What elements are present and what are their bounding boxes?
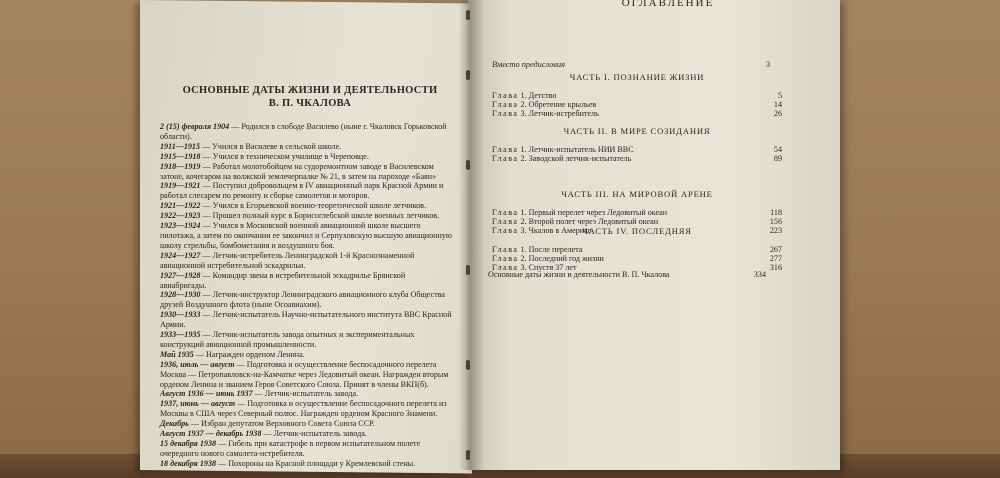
dates-title [180, 84, 440, 110]
chapter-number: 2. [520, 154, 527, 164]
chapter-name: Летчик-испытатель НИИ ВВС [528, 145, 634, 154]
date-entry-text: — Летчик-испытатель завода. [261, 429, 367, 439]
chapter-page: 14 [773, 100, 782, 110]
chapter-page: 54 [773, 145, 782, 154]
dates-title-line2: В. П. ЧКАЛОВА [268, 98, 352, 109]
date-entry-date: 1937, июнь — август [160, 399, 236, 409]
chapter-number: 3. [520, 263, 527, 273]
part-title: ЧАСТЬ III. НА МИРОВОЙ АРЕНЕ [561, 189, 713, 199]
date-entry-text: — Летчик-инструктор Ленинградского авиационного клуба Общества друзей Воздушного флота (ныне Осоавиахим). [160, 290, 445, 310]
date-entry-date: 1922—1923 [160, 211, 201, 221]
date-entry [148, 221, 453, 251]
chapter-page: 223 [769, 226, 782, 236]
chapter-number: 2. [520, 217, 527, 227]
part-title: ЧАСТЬ IV. ПОСЛЕДНЯЯ [582, 226, 692, 236]
date-entry-date: 15 декабря 1938 [160, 439, 217, 448]
date-entry-text: — Подготовка и осуществление беспосадочного перелета из Москвы в США через Северный полюс. Награжден орденом Красного Знамени. [160, 399, 447, 419]
chapter-name: Детство [528, 91, 557, 100]
chapter-row[interactable] [492, 254, 782, 263]
chapter-page: 5 [777, 91, 782, 100]
date-entry-date: 1915—1918 [160, 151, 201, 161]
chapter-page: 89 [773, 154, 782, 164]
chapter-label: Глава [492, 100, 519, 110]
date-entry [148, 162, 453, 182]
chapter-row[interactable] [492, 100, 782, 109]
date-entry [148, 330, 453, 350]
date-entry-date: Август 1937 — декабрь 1938 [160, 429, 262, 439]
date-entry [148, 201, 453, 211]
chapter-number: 2. [520, 254, 527, 264]
date-entry [148, 271, 453, 291]
date-entry-date: 1936, июль — август [160, 359, 235, 369]
appendix-page: 334 [753, 270, 766, 279]
date-entry-text: — Похороны на Красной площади у Кремлевской стены. [216, 458, 416, 468]
date-entry-text: — Летчик-испытатель завода. [252, 389, 359, 399]
chapter-page: 118 [770, 208, 782, 217]
date-entry-date: Декабрь [160, 419, 189, 429]
chapter-label: Глава [492, 208, 519, 217]
chapter-name: Заводской летчик-испытатель [528, 154, 632, 164]
chapter-row[interactable] [492, 91, 782, 100]
date-entry-text: — Награжден орденом Ленина. [193, 349, 305, 359]
date-entry [148, 181, 453, 201]
chapter-name: Второй полет через Ледовитый океан [528, 217, 659, 227]
contents-part [492, 72, 782, 119]
date-entry-text: — Учился в Московской военной авиационной школе высшего пилотажа, а затем по окончании ее закончил и Серпуховскую высшую авиационную школу стрельбы, бомбометания и воздушного боя. [160, 221, 452, 250]
date-entry-text: — Прошел полный курс в Борисоглебской школе военных летчиков. [200, 211, 440, 221]
chapter-number: 1. [520, 91, 527, 100]
date-entry [148, 389, 453, 399]
date-entry-text: — Избран депутатом Верховного Совета Союза ССР. [188, 419, 375, 429]
stitch [466, 360, 470, 370]
date-entry [148, 429, 453, 439]
chapter-label: Глава [492, 154, 519, 164]
chapter-page: 26 [773, 109, 782, 119]
date-entry [148, 439, 453, 459]
date-entry-date: 18 декабря 1938 [160, 458, 217, 468]
date-entry-date: 1927—1928 [160, 270, 201, 280]
date-entry [148, 122, 453, 142]
date-entry [148, 251, 453, 271]
chapter-page: 316 [769, 263, 782, 273]
date-entry [148, 152, 453, 162]
stitch [466, 70, 470, 80]
date-entry-text: — Родился в слободе Василево (ныне г. Чкаловск Горьковской области). [160, 122, 447, 141]
date-entry-text: — Учился в Егорьевской военно-теоретической школе летчиков. [200, 201, 426, 211]
chapter-row[interactable] [492, 208, 782, 217]
preface-page: 3 [765, 60, 770, 69]
chapter-name: Первый перелет через Ледовитый океан [528, 208, 668, 217]
chapter-label: Глава [492, 245, 519, 254]
date-entry [148, 310, 453, 330]
binding-stitches [464, 10, 472, 470]
chapter-row[interactable] [492, 245, 782, 254]
chapter-label: Глава [492, 91, 519, 100]
date-entry-text: — Летчик-испытатель Научно-испытательного института ВВС Красной Армии. [160, 310, 452, 330]
chapter-label: Глава [492, 109, 519, 119]
chapter-row[interactable] [492, 154, 782, 163]
dates-list [148, 122, 453, 469]
preface-line [492, 60, 782, 69]
contents-part [492, 126, 782, 163]
chapter-name: Спустя 37 лет [528, 263, 577, 273]
appendix-name: Основные даты жизни и деятельности В. П. Чкалова [488, 270, 670, 279]
chapter-name: Чкалов в Америке [528, 226, 592, 236]
date-entry-date: 1919—1921 [160, 181, 201, 191]
chapter-label: Глава [492, 217, 519, 227]
date-entry-text: — Учился в Василеве в сельской школе. [200, 141, 342, 151]
date-entry-text: — Работал молотобойцем на судоремонтном заводе в Василевском затоне, кочегаром на волжской землечерпалке № 21, в затем на пароходе «Баян» [160, 161, 437, 181]
chapter-label: Глава [492, 254, 519, 264]
chapter-number: 2. [520, 100, 527, 110]
date-entry-date: Август 1936 — июнь 1937 [160, 389, 253, 399]
chapter-label: Глава [492, 145, 519, 154]
chapter-page: 156 [769, 217, 782, 227]
preface-label: Вместо предисловия [492, 60, 565, 69]
date-entry-date: Май 1935 [160, 349, 194, 359]
date-entry-date: 1921—1922 [160, 201, 201, 211]
chapter-number: 1. [520, 208, 527, 217]
book-spread [140, 0, 840, 478]
chapter-number: 1. [520, 145, 527, 154]
chapter-name: Последний год жизни [528, 254, 604, 264]
chapter-name: Обретение крыльев [528, 100, 597, 110]
date-entry-date: 1924—1927 [160, 250, 201, 260]
date-entry-date: 1918—1919 [160, 161, 201, 171]
date-entry-date: 1911—1915 [160, 141, 201, 151]
chapter-label: Глава [492, 226, 519, 236]
chapter-number: 3. [520, 226, 527, 236]
chapter-row[interactable] [492, 109, 782, 118]
stitch [466, 265, 470, 275]
date-entry [148, 350, 453, 360]
chapter-row[interactable] [492, 145, 782, 154]
date-entry-date: 1928—1930 [160, 290, 201, 300]
date-entry [148, 399, 453, 419]
date-entry-text: — Летчик-испытатель завода опытных и экспериментальных конструкций авиационной промышленности. [160, 330, 415, 349]
stitch [466, 160, 470, 170]
date-entry-text: — Командир звена в истребительной эскадрилье Брянской авиабригады. [160, 270, 406, 290]
chapter-page: 267 [769, 245, 782, 254]
contents-title: ОГЛАВЛЕНИЕ [621, 0, 715, 9]
date-entry-text: — Летчик-истребитель Ленинградской 1-й Краснознаменной авиационной истребительной эскадрильи. [160, 250, 415, 270]
dates-title-line1: ОСНОВНЫЕ ДАТЫ ЖИЗНИ И ДЕЯТЕЛЬНОСТИ [182, 85, 438, 96]
date-entry [148, 290, 453, 310]
part-title: ЧАСТЬ II. В МИРЕ СОЗИДАНИЯ [563, 126, 711, 136]
date-entry-date: 1933—1935 [160, 330, 201, 340]
stitch [466, 450, 470, 460]
date-entry-text: — Учился в техническом училище в Череповце. [200, 151, 369, 161]
date-entry-text: — Поступил добровольцем в IV авиационный парк Красной Армии и работал слесарем по ремонту и сборке самолетов и моторов. [160, 181, 444, 201]
chapter-number: 1. [520, 245, 527, 254]
appendix-line [488, 270, 788, 279]
contents-part [492, 226, 782, 273]
date-entry-text: — Гибель при катастрофе в первом испытательном полете очередного нового самолета-истребителя. [160, 439, 421, 458]
date-entry-date: 1930—1933 [160, 310, 201, 320]
date-entry [148, 459, 453, 469]
date-entry-date: 1923—1924 [160, 221, 201, 231]
chapter-number: 3. [520, 109, 527, 119]
date-entry-date: 2 (15) февраля 1904 [160, 122, 230, 131]
part-title: ЧАСТЬ I. ПОЗНАНИЕ ЖИЗНИ [569, 72, 705, 82]
date-entry [148, 142, 453, 152]
date-entry-text: — Подготовка и осуществление беспосадочного перелета Москва — Петропавловск-на-Камчатке через Ледовитый океан. Награжден вторым орденом Ленина и званием Героя Советского Союза. Принят в члены ВКП(б). [160, 359, 449, 389]
stitch [466, 10, 470, 20]
chapter-label: Глава [492, 263, 519, 273]
chapter-name: Летчик-истребитель [528, 109, 599, 119]
date-entry [148, 360, 453, 390]
date-entry [148, 211, 453, 221]
chapter-page: 277 [769, 254, 782, 264]
date-entry [148, 419, 453, 429]
chapter-name: После перелета [528, 245, 583, 254]
